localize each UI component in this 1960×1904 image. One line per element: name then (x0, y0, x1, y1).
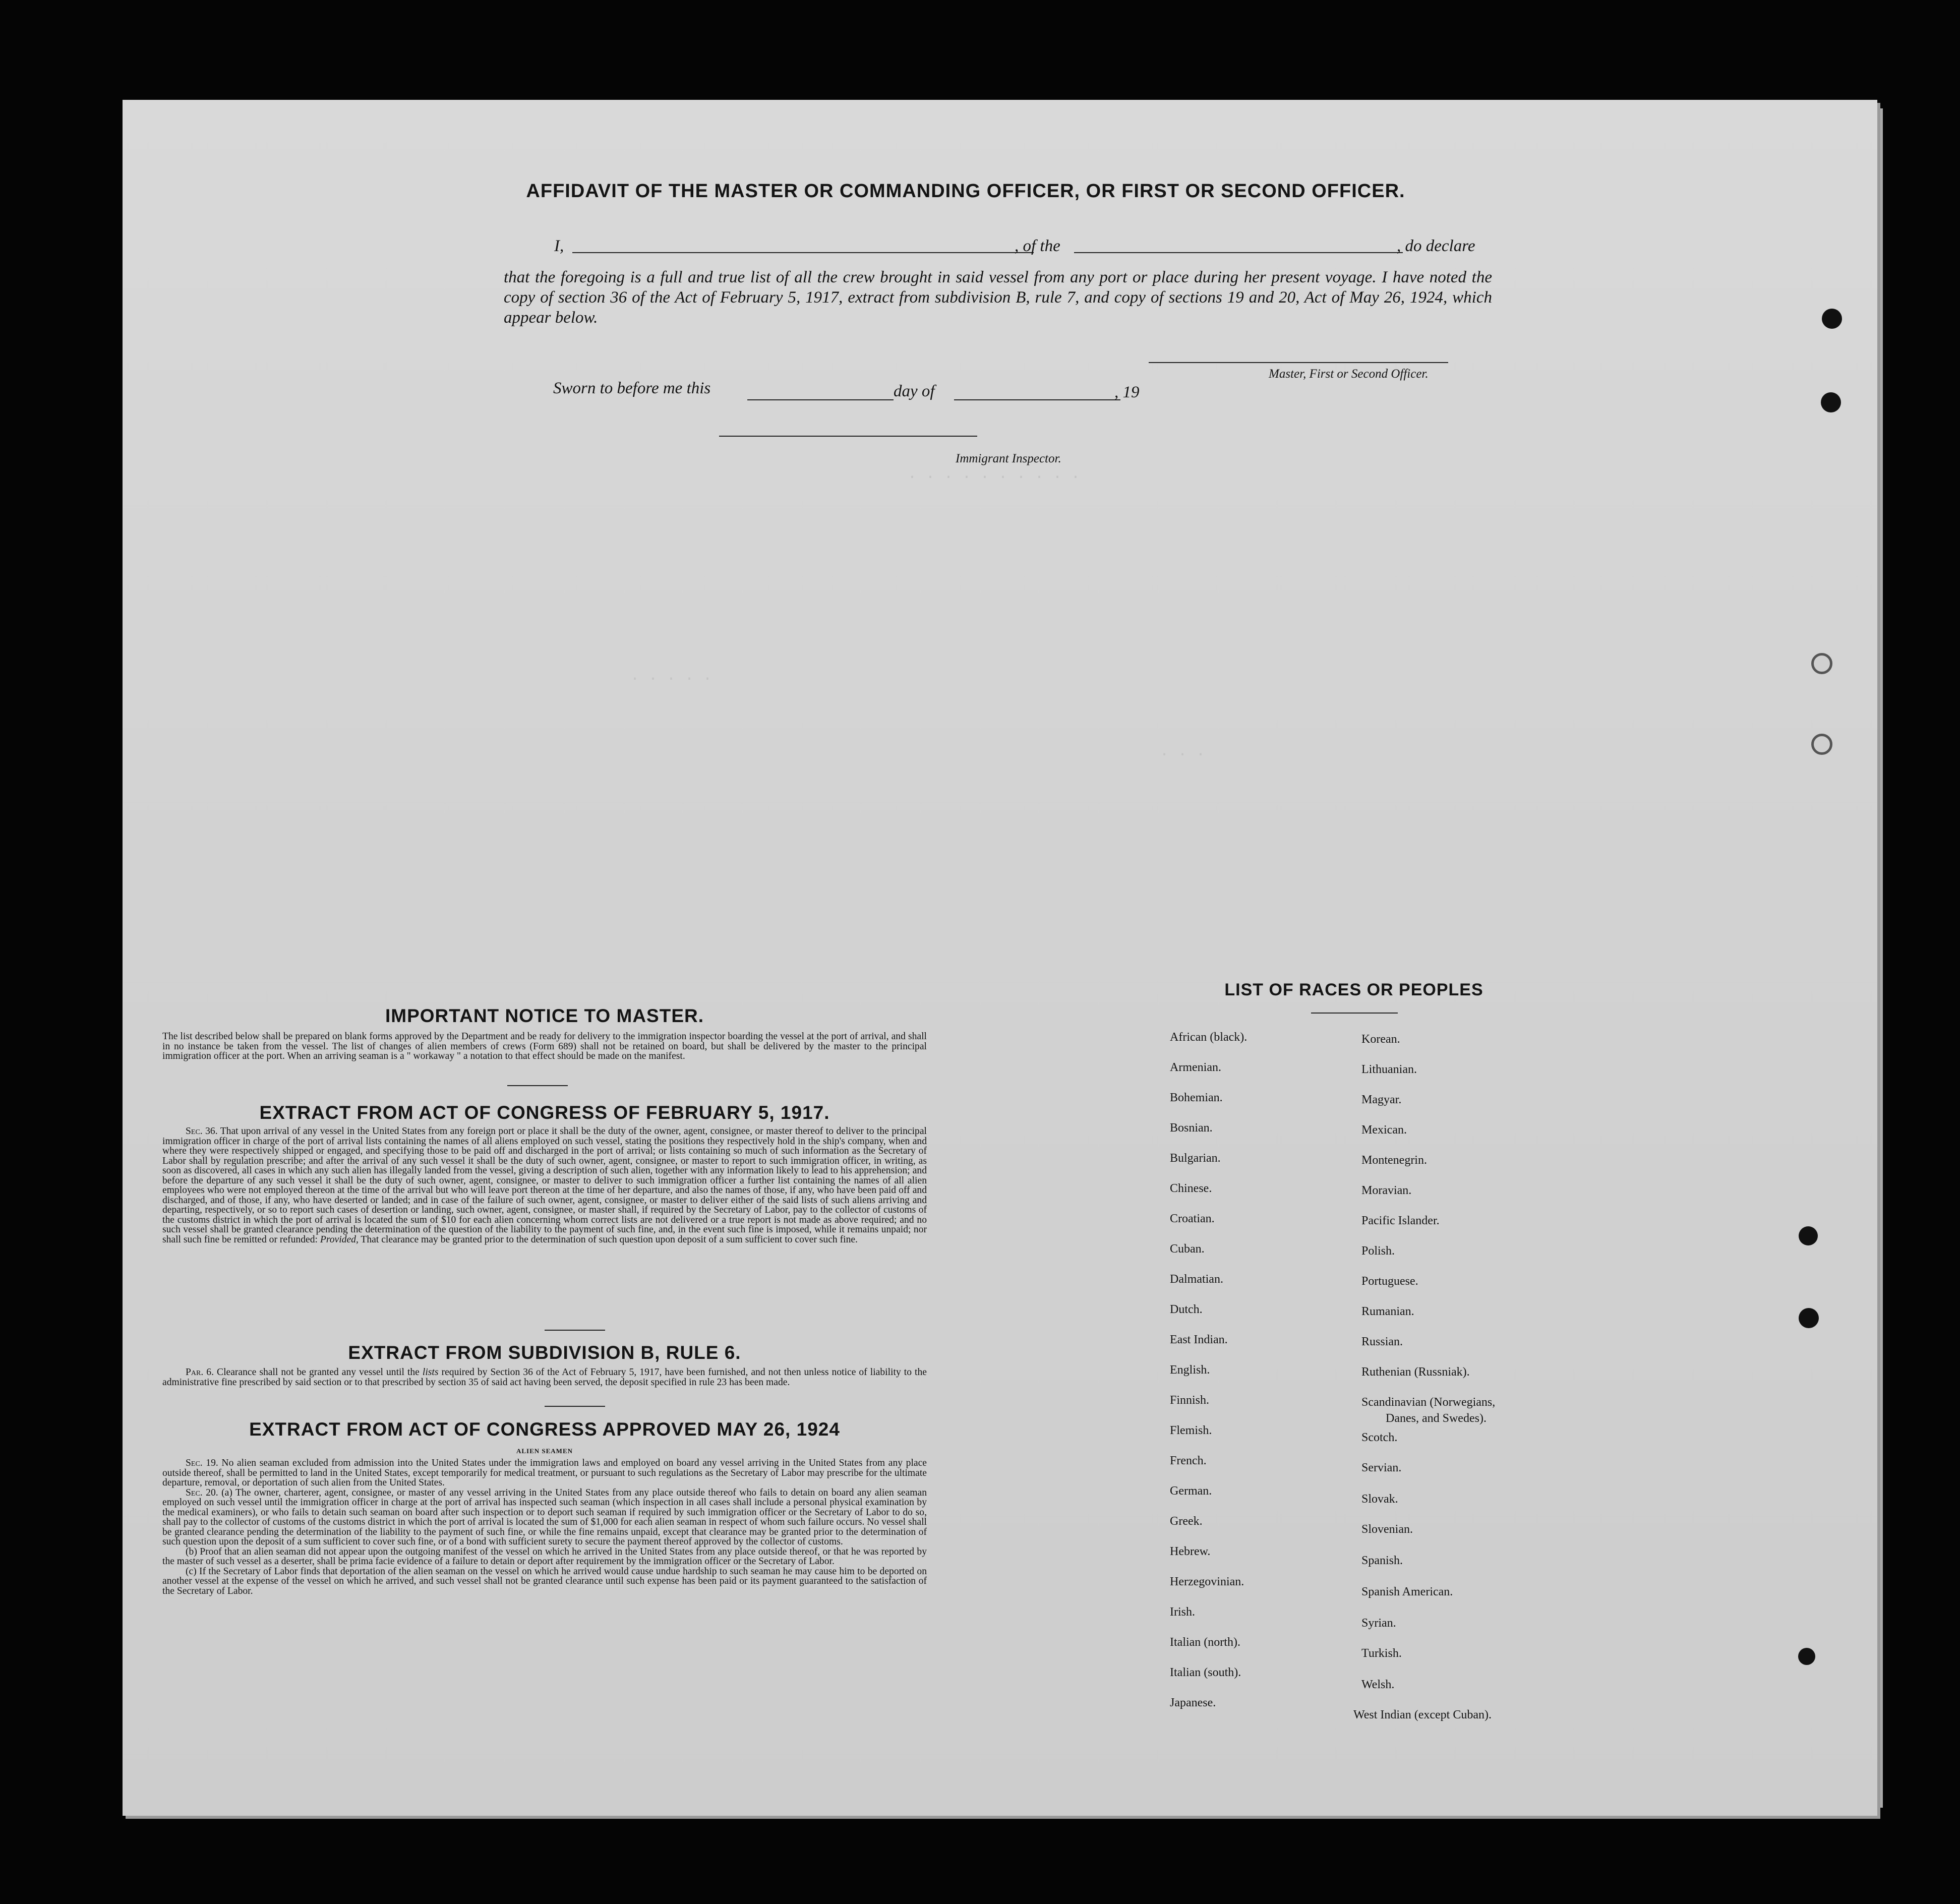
race-item: Hebrew. (1170, 1545, 1211, 1558)
race-item: Italian (south). (1170, 1666, 1241, 1679)
race-item: Scotch. (1361, 1431, 1398, 1444)
race-item: Slovenian. (1361, 1523, 1413, 1536)
alien-seamen-subtitle: ALIEN SEAMEN (516, 1447, 573, 1455)
sec20b-paragraph: (b) Proof that an alien seaman did not appear upon the outgoing manifest of the vessel on which he arrived in the United States from any place outside thereof, or that he was reported by the master of such vessel as a deserter, shall be prima facie evidence of a failure to detain or deport after requirement by the immigration officer or the Secretary of Labor. (162, 1546, 927, 1567)
race-item: Montenegrin. (1361, 1154, 1427, 1167)
master-signature-line[interactable] (1149, 362, 1448, 363)
race-item: Portuguese. (1361, 1275, 1418, 1288)
section-label: Sec. 36. (186, 1126, 218, 1137)
race-item: East Indian. (1170, 1333, 1228, 1346)
year-label: , 19 (1114, 383, 1140, 401)
divider (507, 1085, 568, 1086)
divider (1311, 1013, 1398, 1014)
extract-rule6-body (162, 1367, 927, 1387)
divider (545, 1406, 605, 1407)
race-item: Magyar. (1361, 1093, 1402, 1106)
race-item: Chinese. (1170, 1182, 1212, 1195)
sec20a-text: (a) The owner, charterer, agent, consignee, or master of any vessel arriving in the United States from any place outside thereof who fails to detain on board any alien seaman employed on such vessel until the immigration officer in charge at the port of arrival has inspected such seaman (which inspection in all cases shall include a personal physical examination by the medical examiners), or who fails to detain such seaman on board after such inspection or to deport such seaman if required by such immigration officer or the Secretary of Labor to do so, shall pay to the collector of customs of the customs district in which the port of arrival is located the sum of $1,000 for each alien seaman in respect of whom such failure occurs. No vessel shall be granted clearance pending the determination of the liability to the payment of such fine, or while the fine remains unpaid, except that clearance may be granted prior to the determination of such question upon the deposit of a sum sufficient to cover such fine, or of a bond with sufficient surety to secure the payment thereof approved by the collector of customs. (162, 1487, 927, 1547)
race-item: Dalmatian. (1170, 1273, 1223, 1286)
punch-hole (1799, 1308, 1819, 1328)
affidavit-declare-label: , do declare (1397, 237, 1475, 255)
race-item: West Indian (except Cuban). (1353, 1708, 1492, 1721)
affidavit-of-the-label: , of the (1015, 237, 1060, 255)
race-item: Dutch. (1170, 1303, 1203, 1316)
race-item: Finnish. (1170, 1394, 1210, 1407)
bleed-through: · · · (1160, 746, 1206, 763)
punch-hole (1811, 734, 1832, 755)
proviso-text: That clearance may be granted prior to the determination of such question upon deposit of a sum sufficient to cover such fine. (361, 1234, 858, 1245)
race-item: Pacific Islander. (1361, 1214, 1440, 1227)
notice-title: IMPORTANT NOTICE TO MASTER. (385, 1005, 704, 1026)
race-item: Welsh. (1361, 1678, 1395, 1691)
race-item: Russian. (1361, 1335, 1403, 1348)
extract-1924-title: EXTRACT FROM ACT OF CONGRESS APPROVED MAY 26, 1924 (249, 1419, 840, 1440)
race-item: Japanese. (1170, 1696, 1216, 1709)
race-item: Rumanian. (1361, 1305, 1414, 1318)
punch-hole (1799, 1226, 1818, 1245)
race-item: Croatian. (1170, 1212, 1215, 1225)
vessel-blank[interactable] (1074, 252, 1403, 253)
master-caption: Master, First or Second Officer. (1269, 367, 1429, 381)
race-item-continuation: Danes, and Swedes). (1386, 1412, 1487, 1425)
sworn-month-blank[interactable] (954, 399, 1120, 400)
race-item: Turkish. (1361, 1647, 1402, 1660)
bleed-through: · · · · · (630, 671, 712, 688)
race-item: Armenian. (1170, 1061, 1221, 1074)
inspector-signature-line[interactable] (719, 436, 977, 437)
lists-word: lists (422, 1367, 439, 1378)
sec20-label: Sec. 20. (186, 1487, 218, 1498)
par-label: Par. 6. (186, 1367, 214, 1378)
sec19-paragraph (162, 1458, 927, 1488)
race-item: Herzegovinian. (1170, 1575, 1244, 1588)
sec20c-paragraph: (c) If the Secretary of Labor finds that deportation of the alien seaman on the vessel on which he arrived would cause undue hardship to such seaman he may cause him to be deported on another vessel at the expense of the vessel on which he arrived, and such vessel shall not be granted clearance until such expense has been paid or its payment guaranteed to the satisfaction of the Secretary of Labor. (162, 1566, 927, 1596)
race-item: Bosnian. (1170, 1121, 1213, 1135)
name-blank[interactable] (572, 252, 1034, 253)
notice-body: The list described below shall be prepared on blank forms approved by the Department and be ready for delivery to the immigration inspector boarding the vessel at the port of arrival, and shall in no instance be taken from the vessel. The list of changes of alien members of crews (Form 689) shall not be retained on board, but shall be delivered by the master to the principal immigration officer at the port. When an arriving seaman is a " workaway " a notation to that effect should be made on the manifest. (162, 1031, 927, 1061)
race-item: French. (1170, 1454, 1207, 1467)
race-item: Polish. (1361, 1244, 1395, 1258)
sworn-day-blank[interactable] (747, 399, 894, 400)
sec19-text: No alien seaman excluded from admission into the United States under the immigration laws and employed on board any vessel arriving in the United States from any place outside thereof, shall be permitted to land in the United States, except temporarily for medical treatment, or pursuant to such regulations as the Secretary of Labor may prescribe for the ultimate departure, removal, or deportation of such alien from the United States. (162, 1458, 927, 1488)
race-item: Slovak. (1361, 1493, 1398, 1506)
punch-hole (1822, 309, 1842, 329)
race-item: Servian. (1361, 1461, 1402, 1474)
punch-hole (1798, 1648, 1815, 1665)
sec20a-paragraph (162, 1488, 927, 1547)
race-item: African (black). (1170, 1031, 1248, 1044)
extract-1917-title: EXTRACT FROM ACT OF CONGRESS OF FEBRUARY 5, 1917. (259, 1102, 830, 1123)
race-item: Spanish American. (1361, 1585, 1453, 1598)
race-item: Moravian. (1361, 1184, 1412, 1197)
affidavit-i-label: I, (554, 237, 564, 255)
race-item: Cuban. (1170, 1242, 1205, 1256)
race-item: German. (1170, 1484, 1212, 1498)
day-of-label: day of (894, 382, 935, 400)
race-item: Bulgarian. (1170, 1152, 1221, 1165)
race-item: Flemish. (1170, 1424, 1212, 1437)
race-item: Greek. (1170, 1515, 1203, 1528)
race-item: English. (1170, 1363, 1210, 1377)
extract-1924-body (162, 1458, 927, 1596)
race-item: Irish. (1170, 1605, 1195, 1619)
punch-hole (1821, 392, 1841, 412)
inspector-caption: Immigrant Inspector. (956, 452, 1061, 465)
race-item: Korean. (1361, 1033, 1400, 1046)
race-item: Syrian. (1361, 1617, 1396, 1630)
rule6-text-a: Clearance shall not be granted any vessel until the (217, 1367, 420, 1378)
extract-1917-body (162, 1126, 927, 1244)
divider (545, 1330, 605, 1331)
race-item: Scandinavian (Norwegians, (1361, 1396, 1496, 1409)
bleed-through: · · · · · · · · · · (908, 469, 1081, 486)
rule6-text-b: required by Section 36 of the Act of February 5, 1917, have been furnished, and not then unless notice of liability to the administrative fine prescribed by said section or to that prescribed by section 35 of said act having been served, the deposit specified in rule 23 has been made. (162, 1367, 927, 1388)
punch-hole (1811, 653, 1832, 674)
proviso-label: Provided, (320, 1234, 359, 1245)
race-item: Ruthenian (Russniak). (1361, 1365, 1470, 1379)
race-item: Bohemian. (1170, 1091, 1223, 1104)
sec19-label: Sec. 19. (186, 1458, 218, 1468)
races-title: LIST OF RACES OR PEOPLES (1224, 980, 1483, 999)
race-item: Spanish. (1361, 1554, 1403, 1567)
affidavit-title: AFFIDAVIT OF THE MASTER OR COMMANDING OFFICER, OR FIRST OR SECOND OFFICER. (526, 181, 1405, 202)
race-item: Lithuanian. (1361, 1063, 1417, 1076)
race-item: Mexican. (1361, 1123, 1407, 1137)
section-36-text: That upon arrival of any vessel in the United States from any foreign port or place it shall be the duty of the owner, agent, consignee, or master thereof to deliver to the principal immigration officer in charge of the port of arrival lists containing the names of all aliens employed on such vessel, stating the positions they respectively hold in the ship's company, when and where they were respectively shipped or engaged, and specifying those to be paid off and discharged in the port of arrival; or lists containing so much of such information as the Secretary of Labor shall by regulation prescribe; and after the arrival of any such vessel it shall be the duty of such owner, agent, consignee, or master to report to such immigration officer, in writing, as soon as discovered, all cases in which any such alien has illegally landed from the vessel, giving a description of such alien, together with any information likely to lead to his apprehension; and before the departure of any such vessel it shall be the duty of such owner, agent, consignee, or master to deliver to such immigration officer a further list containing the names of all alien employees who were not employed thereon at the time of the arrival but who will leave port thereon at the time of her departure, and also the names of those, if any, who have been paid off and discharged, and of those, if any, who have deserted or landed; and in case of the failure of such owner, agent, consignee, or master to deliver either of the said lists of such aliens arriving and departing, respectively, or so to report such cases of desertion or landing, such owner, agent, consignee, or master shall, if required by the Secretary of Labor, pay to the collector of customs of the customs district in which the port of arrival is located the sum of $10 for each alien concerning whom correct lists are not delivered or a true report is not made as above required; and no such vessel shall be granted clearance pending the determination of the question of the liability to the payment of such fine, and, in the event such fine is imposed, while it remains unpaid; nor shall such fine be remitted or refunded: (162, 1126, 927, 1245)
affidavit-body: that the foregoing is a full and true list of all the crew brought in said vessel from any port or place during her present voyage. I have noted the copy of section 36 of the Act of February 5, 1917, extract from subdivision B, rule 7, and copy of sections 19 and 20, Act of May 26, 1924, which appear below. (504, 268, 1492, 327)
race-item: Italian (north). (1170, 1636, 1240, 1649)
sworn-label: Sworn to before me this (553, 379, 711, 397)
extract-rule6-title: EXTRACT FROM SUBDIVISION B, RULE 6. (348, 1342, 741, 1363)
